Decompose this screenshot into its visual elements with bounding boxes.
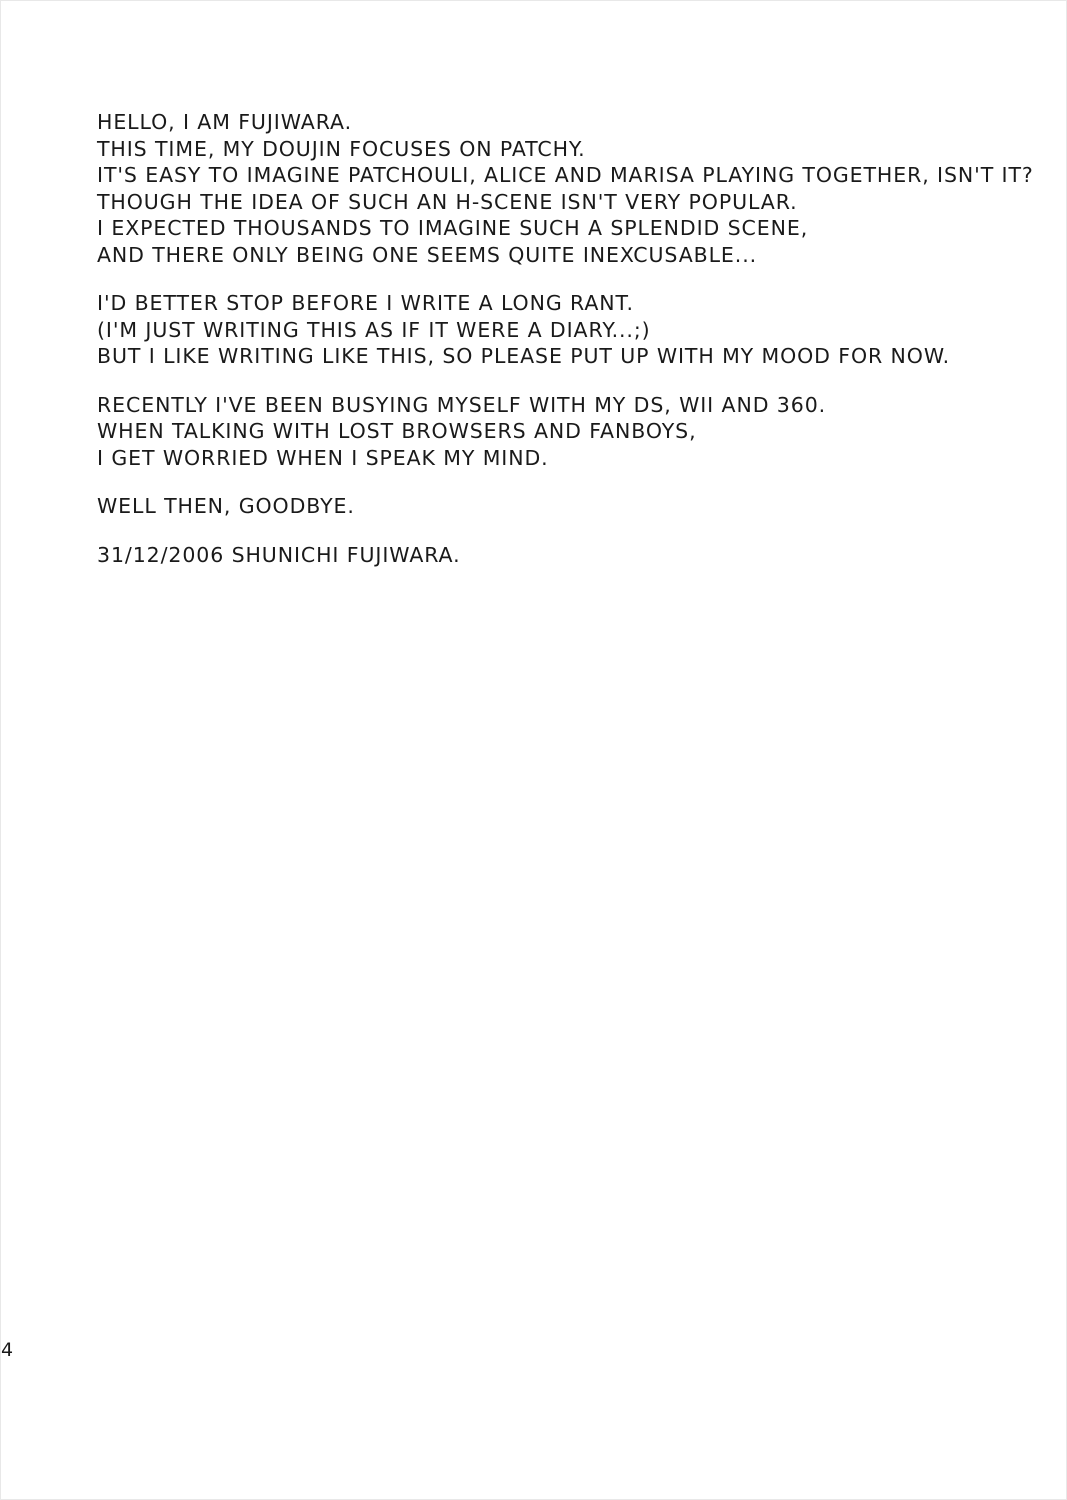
afterword-line: I EXPECTED THOUSANDS TO IMAGINE SUCH A SPLENDID SCENE, [97,216,809,240]
afterword-line: AND THERE ONLY BEING ONE SEEMS QUITE INEXCUSABLE... [97,242,758,267]
afterword-line: 31/12/2006 SHUNICHI FUJIWARA. [97,542,461,567]
afterword-paragraph [97,109,1034,268]
afterword-line: THIS TIME, MY DOUJIN FOCUSES ON PATCHY. [97,136,586,161]
afterword-text-body [97,109,1034,568]
afterword-line: I'D BETTER STOP BEFORE I WRITE A LONG RANT. [97,291,634,315]
afterword-line: HELLO, I AM FUJIWARA. [97,110,352,134]
afterword-line: WHEN TALKING WITH LOST BROWSERS AND FANBOYS, [97,419,697,443]
afterword-signature [97,542,997,569]
afterword-line: THOUGH THE IDEA OF SUCH AN H-SCENE ISN'T VERY POPULAR. [97,189,798,214]
afterword-line: BUT I LIKE WRITING LIKE THIS, SO PLEASE PUT UP WITH MY MOOD FOR NOW. [97,344,951,368]
afterword-line: RECENTLY I'VE BEEN BUSYING MYSELF WITH MY DS, WII AND 360. [97,392,827,417]
afterword-line: WELL THEN, GOODBYE. [97,494,355,518]
page-number: 4 [1,1339,14,1361]
afterword-paragraph [97,493,997,520]
afterword-paragraph [97,290,997,370]
afterword-line: (I'M JUST WRITING THIS AS IF IT WERE A DIARY...;) [97,317,651,342]
afterword-line: IT'S EASY TO IMAGINE PATCHOULI, ALICE AND MARISA PLAYING TOGETHER, ISN'T IT? [97,163,1034,187]
afterword-line: I GET WORRIED WHEN I SPEAK MY MIND. [97,445,549,470]
afterword-paragraph [97,392,997,472]
